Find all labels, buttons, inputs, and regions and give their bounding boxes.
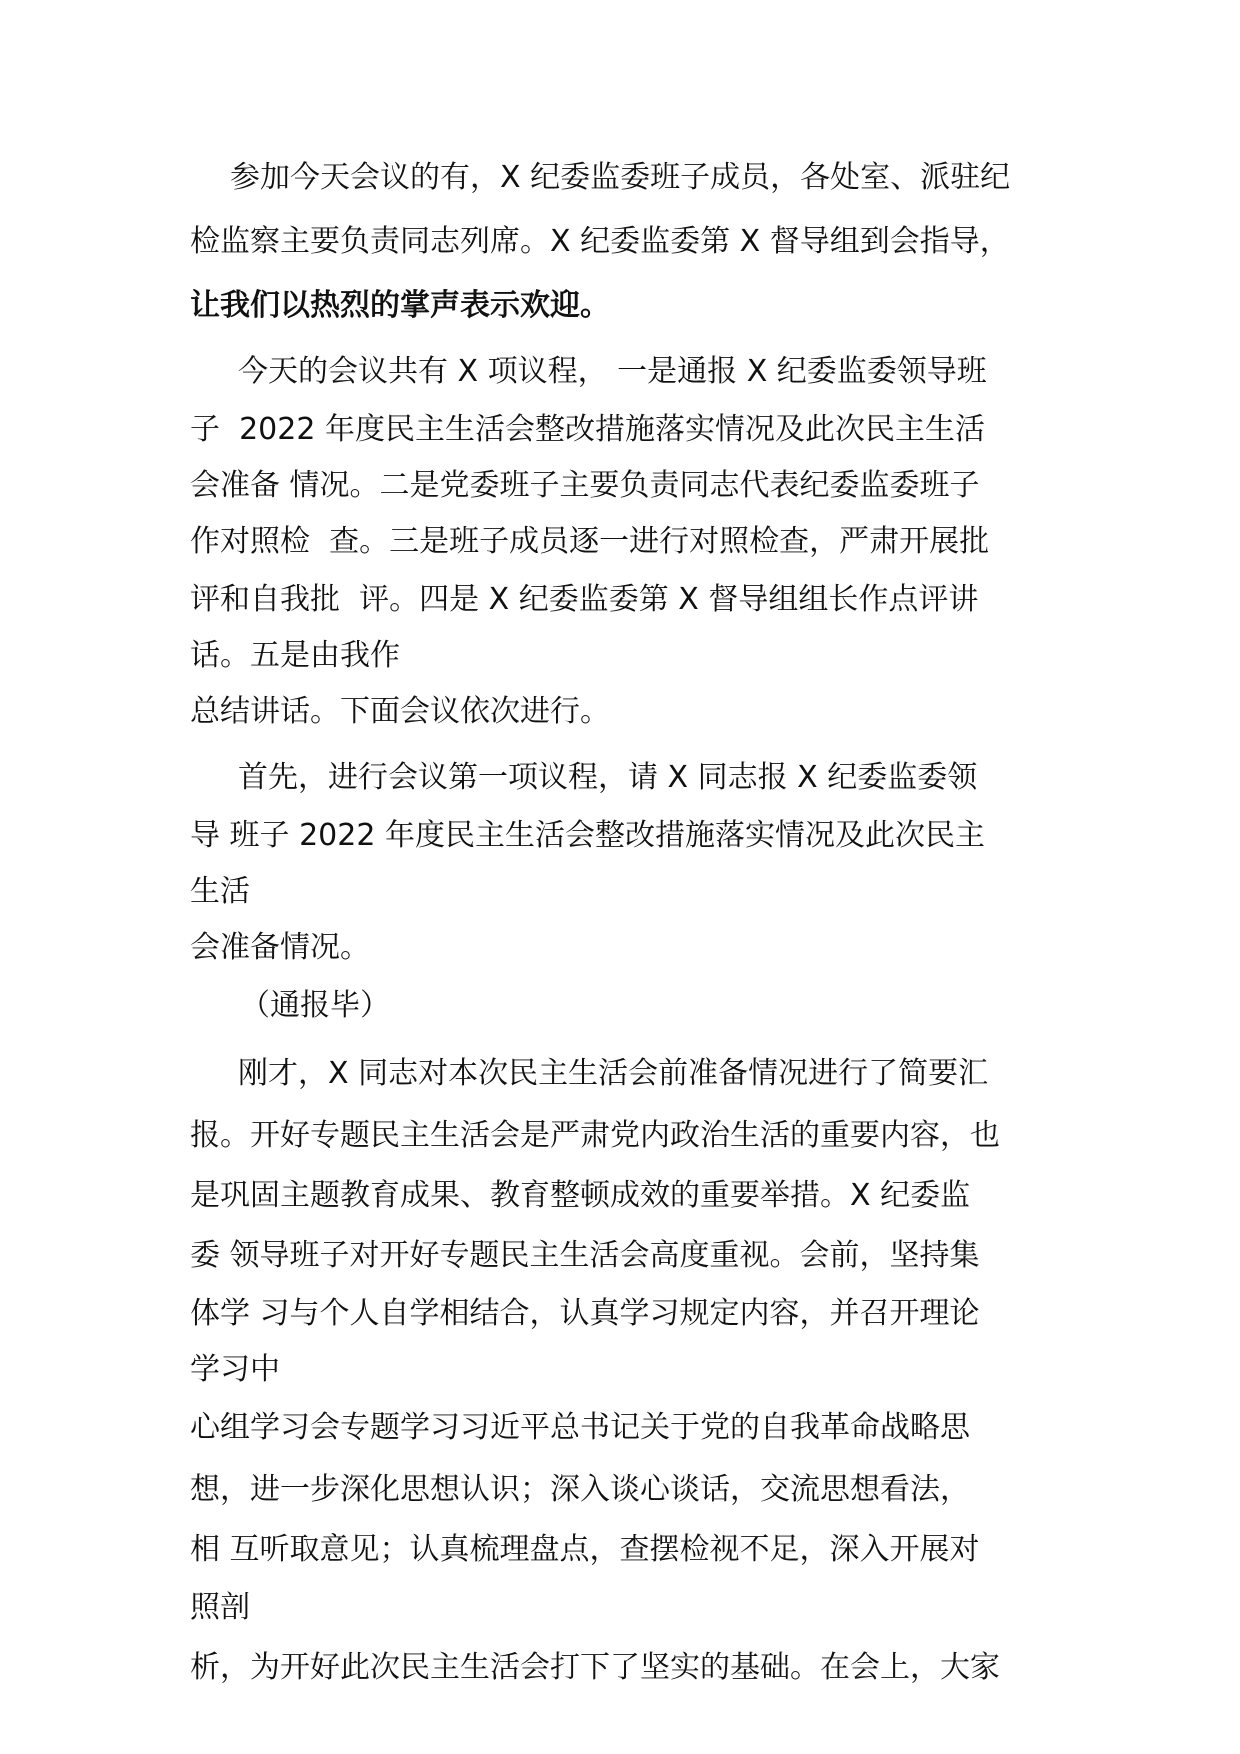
text-line: 体学 习与个人自学相结合，认真学习规定内容，并召开理论 <box>190 1296 980 1331</box>
text-line: 刚才，X 同志对本次民主生活会前准备情况进行了简要汇 <box>238 1056 989 1091</box>
text-line: 学习中 <box>190 1352 280 1387</box>
text-line: 首先，进行会议第一项议程，请 X 同志报 X 纪委监委领 <box>238 760 978 795</box>
text-line: 生活 <box>190 874 250 909</box>
text-line: 总结讲话。下面会议依次进行。 <box>190 694 610 729</box>
text-line: 参加今天会议的有，X 纪委监委班子成员，各处室、派驻纪 <box>230 160 1011 195</box>
text-line: 是巩固主题教育成果、教育整顿成效的重要举措。X 纪委监 <box>190 1178 971 1213</box>
text-line: 照剖 <box>190 1590 250 1625</box>
text-line: 相 互听取意见；认真梳理盘点，查摆检视不足，深入开展对 <box>190 1532 980 1567</box>
text-line: 评和自我批 评。四是 X 纪委监委第 X 督导组组长作点评讲 <box>190 582 979 617</box>
text-line: 话。五是由我作 <box>190 638 400 673</box>
text-line: 会准备 情况。二是党委班子主要负责同志代表纪委监委班子 <box>190 468 980 503</box>
text-line: 子 2022 年度民主生活会整改措施落实情况及此次民主生活 <box>190 412 985 447</box>
text-line: 委 领导班子对开好专题民主生活会高度重视。会前，坚持集 <box>190 1238 980 1273</box>
text-line: （通报毕） <box>240 988 390 1023</box>
text-line: 报。开好专题民主生活会是严肃党内政治生活的重要内容，也 <box>190 1118 1000 1153</box>
text-line: 今天的会议共有 X 项议程， 一是通报 X 纪委监委领导班 <box>238 354 987 389</box>
text-line: 想，进一步深化思想认识；深入谈心谈话，交流思想看法， <box>190 1472 970 1507</box>
text-line-bold: 让我们以热烈的掌声表示欢迎。 <box>190 288 610 323</box>
text-line: 导 班子 2022 年度民主生活会整改措施落实情况及此次民主 <box>190 818 985 853</box>
text-line: 检监察主要负责同志列席。X 纪委监委第 X 督导组到会指导， <box>190 224 1010 259</box>
text-line: 心组学习会专题学习习近平总书记关于党的自我革命战略思 <box>190 1410 970 1445</box>
text-line: 析，为开好此次民主生活会打下了坚实的基础。在会上，大家 <box>190 1650 1000 1685</box>
text-line: 会准备情况。 <box>190 930 370 965</box>
text-line: 作对照检 查。三是班子成员逐一进行对照检查，严肃开展批 <box>190 524 990 559</box>
